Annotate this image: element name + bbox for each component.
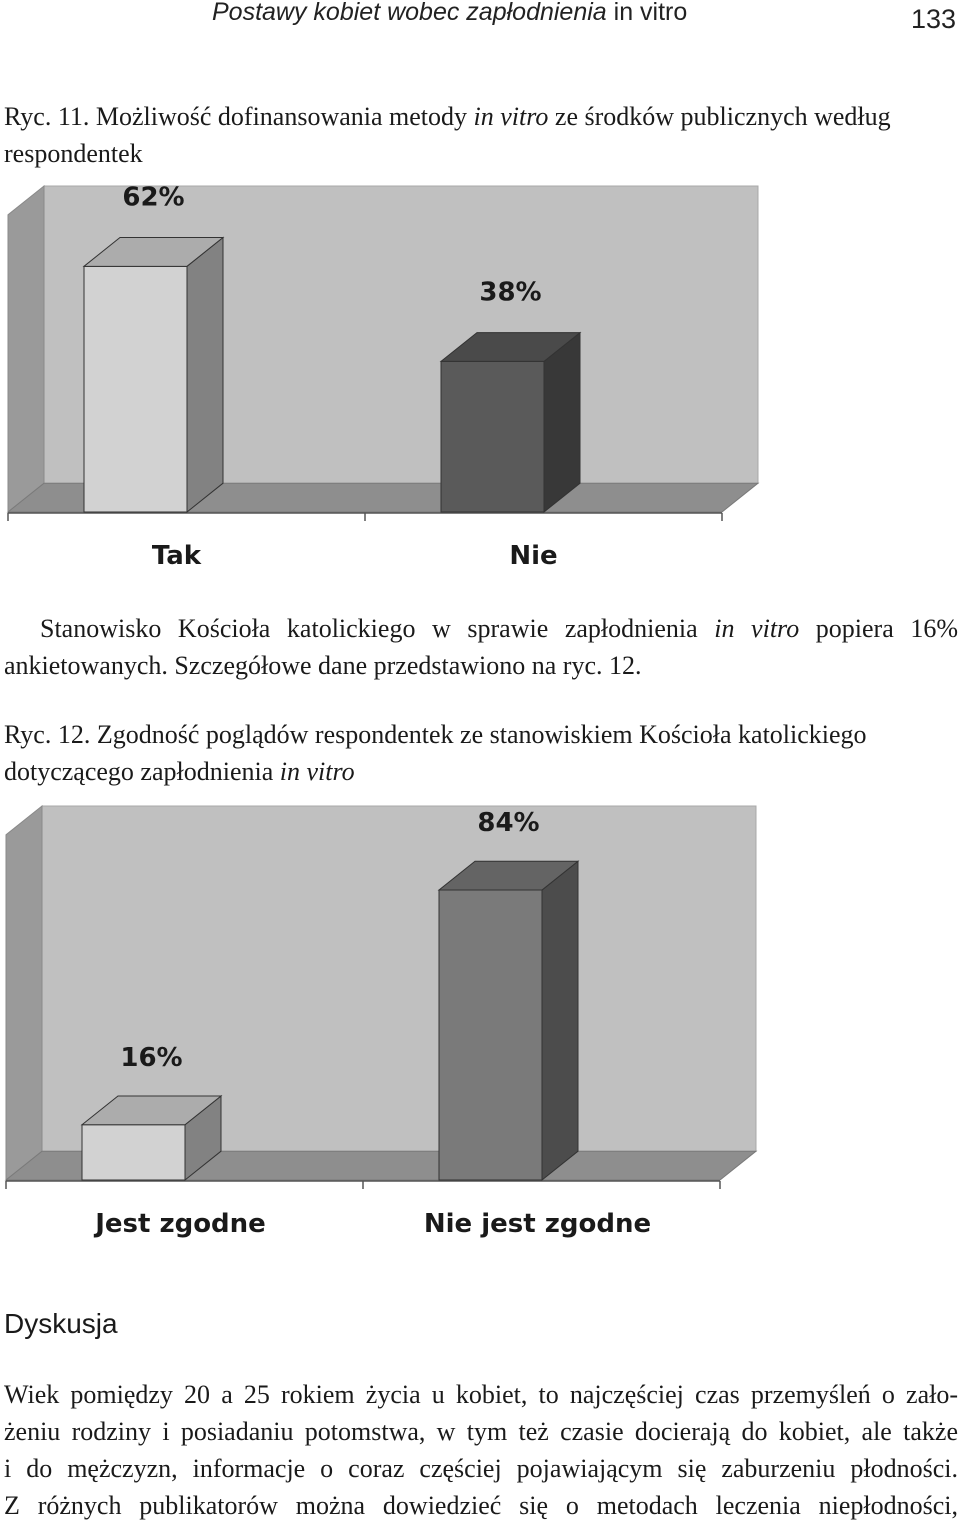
figure-11-caption	[4, 98, 958, 172]
bar-nie	[441, 333, 580, 512]
paragraph-1-line-2: ankietowanych. Szczegółowe dane przedstawiono na ryc. 12.	[4, 651, 642, 680]
running-header-text: Postawy kobiet wobec zapłodnienia	[212, 0, 607, 26]
figure-12-caption	[4, 716, 958, 790]
running-header	[212, 0, 687, 27]
figure-12-caption-italic: in vitro	[279, 757, 355, 786]
figure-11-caption-text-end: ze środków publicznych według respondentek	[4, 102, 891, 168]
chart-ryc-11	[0, 180, 770, 590]
bar-nie-jest-zgodne-front	[439, 890, 542, 1180]
category-label-jest-zgodne: Jest zgodne	[95, 1209, 266, 1239]
bar-jest-zgodne	[82, 1096, 221, 1180]
discussion-line-1: Wiek pomiędzy 20 a 25 rokiem życia u kobiet, to najczęściej czas przemyśleń o zało-	[4, 1380, 958, 1409]
running-header-suffix: in vitro	[613, 0, 688, 26]
chart-side-wall	[6, 806, 42, 1180]
discussion-line-2: żeniu rodziny i posiadaniu potomstwa, w tym też czasie docierają do kobiet, ale także	[4, 1417, 958, 1446]
data-label-nie: 38%	[479, 277, 542, 308]
bar-nie-side	[544, 333, 580, 512]
paragraph-1-text-end: popiera 16%	[799, 614, 958, 643]
discussion-paragraph	[4, 1376, 958, 1524]
bar-nie-jest-zgodne	[439, 861, 578, 1180]
category-label-tak: Tak	[151, 541, 202, 571]
chart-side-wall	[8, 186, 44, 512]
bar-nie-jest-zgodne-side	[542, 861, 578, 1180]
bar-tak-front	[84, 266, 187, 512]
data-label-tak: 62%	[122, 182, 185, 213]
bar-jest-zgodne-front	[82, 1125, 185, 1180]
section-heading-dyskusja: Dyskusja	[4, 1308, 118, 1339]
discussion-line-4: Z różnych publikatorów można dowiedzieć się o metodach leczenia niepłodności,	[4, 1491, 958, 1520]
figure-11-caption-text: Ryc. 11. Możliwość dofinansowania metody	[4, 102, 474, 131]
chart-ryc-12	[0, 790, 770, 1250]
bar-tak-side	[187, 238, 223, 512]
data-label-nie-jest-zgodne: 84%	[477, 808, 540, 839]
paragraph-1	[4, 610, 958, 684]
category-label-nie-jest-zgodne: Nie jest zgodne	[423, 1209, 652, 1239]
paragraph-1-line-1	[4, 610, 958, 647]
paragraph-1-text: Stanowisko Kościoła katolickiego w sprawie zapłodnienia	[40, 614, 715, 643]
figure-12-caption-text: Ryc. 12. Zgodność poglądów respondentek ze stanowiskiem Kościoła katolickiego dotyczącego zapłodnienia	[4, 720, 867, 786]
bar-tak	[84, 238, 223, 512]
discussion-line-3: i do mężczyzn, informacje o coraz częściej pojawiającym się zaburzeniu płodności.	[4, 1454, 958, 1483]
data-label-jest-zgodne: 16%	[120, 1042, 183, 1073]
bar-nie-front	[441, 361, 544, 512]
figure-11-caption-italic: in vitro	[473, 102, 549, 131]
page-number: 133	[910, 4, 956, 34]
paragraph-1-italic: in vitro	[714, 614, 800, 643]
category-label-nie: Nie	[509, 541, 558, 571]
